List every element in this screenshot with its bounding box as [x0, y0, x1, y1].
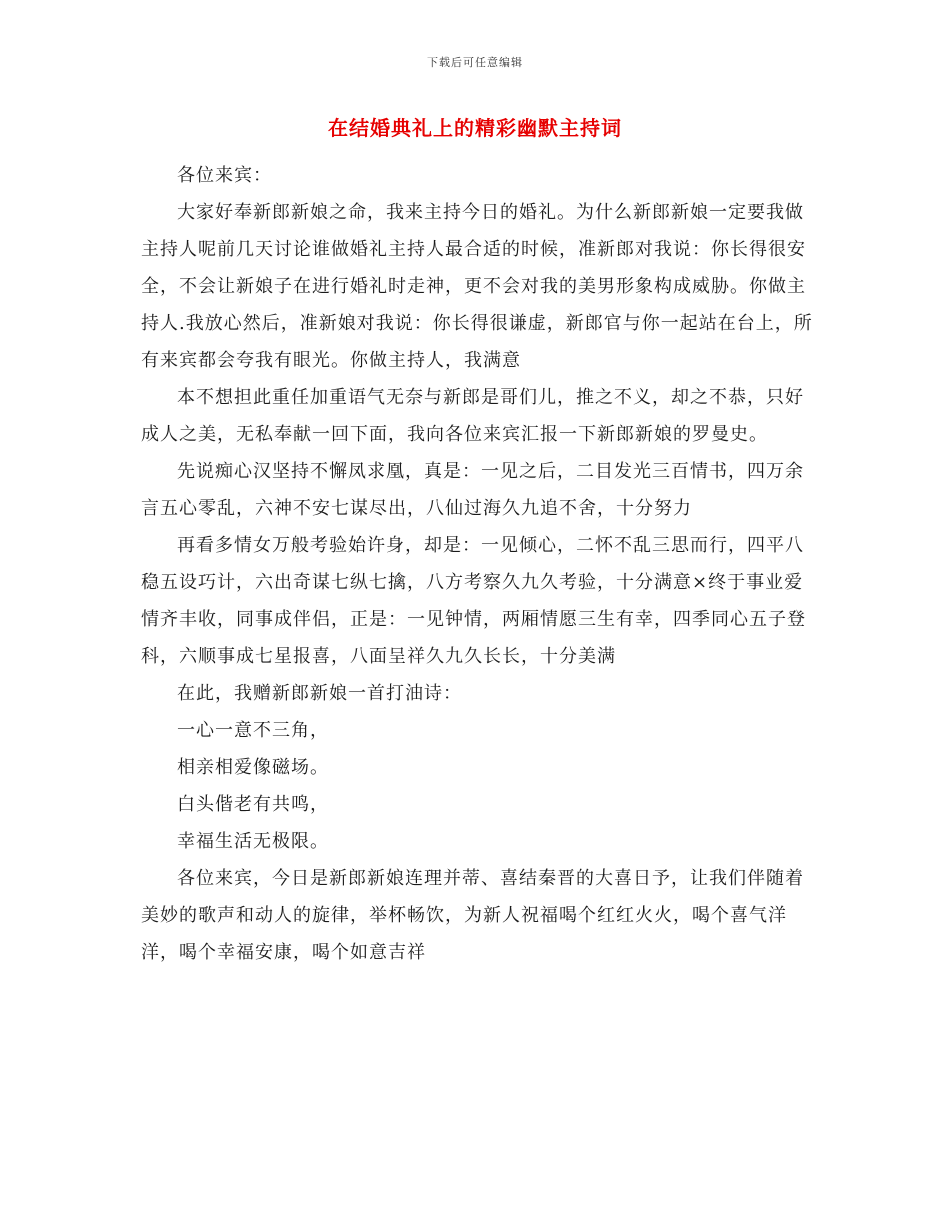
poem-line: 白头偕老有共鸣，	[177, 794, 329, 815]
paragraph-bride: 再看多情女万般考验始许身，却是：一见倾心，二怀不乱三思而行，四平八稳五设巧计，六出奇谋七纵七擒，八方考察久九久考验，十分满意×终于事业爱情齐丰收，同事成伴侣，正是：一见钟情，两厢情愿三生有幸，四季同心五子登科，六顺事成七星报喜，八面呈祥久九久长长，十分美满	[141, 535, 806, 667]
header-note: 下载后可任意编辑	[427, 56, 523, 69]
poem-line: 幸福生活无极限。	[177, 831, 329, 852]
paragraph-toast: 各位来宾，今日是新郎新娘连理并蒂、喜结秦晋的大喜日予，让我们伴随着美妙的歌声和动人的旋律，举杯畅饮，为新人祝福喝个红红火火，喝个喜气洋洋，喝个幸福安康，喝个如意吉祥	[141, 868, 804, 963]
document-body	[141, 157, 821, 971]
paragraph-romance-intro: 本不想担此重任加重语气无奈与新郎是哥们儿，推之不义，却之不恭，只好成人之美，无私奉献一回下面，我向各位来宾汇报一下新郎新娘的罗曼史。	[141, 387, 804, 445]
paragraph-intro: 大家好奉新郎新娘之命，我来主持今日的婚礼。为什么新郎新娘一定要我做主持人呢前几天讨论谁做婚礼主持人最合适的时候，准新郎对我说：你长得很安全，不会让新娘子在进行婚礼时走神，更不会对我的美男形象构成威胁。你做主持人.我放心然后，准新娘对我说：你长得很谦虚，新郎官与你一起站在台上，所有来宾都会夸我有眼光。你做主持人，我满意	[141, 202, 813, 371]
document-title: 在结婚典礼上的精彩幽默主持词	[328, 116, 622, 140]
paragraph-greeting: 各位来宾：	[177, 165, 272, 186]
poem-line: 相亲相爱像磁场。	[177, 757, 329, 778]
paragraph-poem-intro: 在此，我赠新郎新娘一首打油诗：	[177, 683, 462, 704]
paragraph-groom: 先说痴心汉坚持不懈凤求凰，真是：一见之后，二目发光三百情书，四万余言五心零乱，六神不安七谋尽出，八仙过海久九追不舍，十分努力	[141, 461, 804, 519]
poem-line: 一心一意不三角，	[177, 720, 329, 741]
